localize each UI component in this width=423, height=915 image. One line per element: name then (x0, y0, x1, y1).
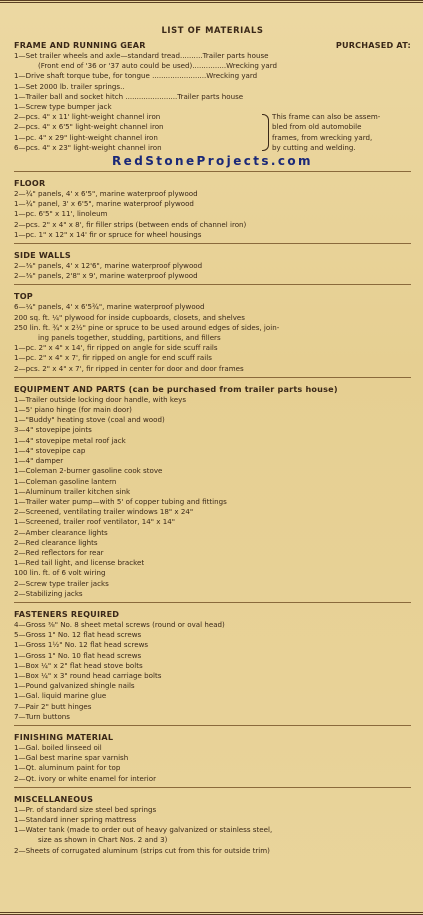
list-item: 2—Red clearance lights (14, 537, 98, 547)
section (14, 250, 411, 281)
channel-iron-list (14, 112, 262, 153)
list-item: 1—Pound galvanized shingle nails (14, 681, 135, 691)
list-item: 2—Qt. ivory or white enamel for interior (14, 773, 157, 783)
list-item: 100 lin. ft. of 6 volt wiring (14, 568, 106, 578)
section-heading: SIDE WALLS (14, 250, 71, 261)
list-item: 2—pcs. 2" x 4" x 8', fir filler strips (between ends of channel iron) (14, 219, 247, 229)
list-item: 1—Trailer outside locking door handle, with keys (14, 394, 187, 404)
list-item: 2—Red reflectors for rear (14, 547, 104, 557)
list-item: 1—pc. 6'5" x 11', linoleum (14, 209, 108, 219)
section (14, 732, 411, 784)
list-item: 1—"Buddy" heating stove (coal and wood) (14, 415, 165, 425)
list-item: 2—Screened, ventilating trailer windows 18" x 24" (14, 507, 194, 517)
list-item: 200 sq. ft. ¼" plywood for inside cupboards, closets, and shelves (14, 312, 245, 322)
list-item: 1—Gal best marine spar varnish (14, 753, 129, 763)
list-item: 1—Trailer ball and socket hitch .......................Trailer parts house (14, 91, 244, 101)
list-item: 2—pcs. 2" x 4" x 7', fir ripped in center for door and door frames (14, 363, 244, 373)
list-item: 1—Coleman 2-burner gasoline cook stove (14, 466, 163, 476)
purchased-heading: PURCHASED AT: (335, 40, 411, 50)
list-item: 1—Drive shaft torque tube, for tongue ........................Wrecking yard (14, 71, 258, 81)
list-item: 1—4" damper (14, 456, 64, 466)
section-heading: FLOOR (14, 178, 46, 189)
frame-note (272, 112, 411, 153)
watermark: RedStoneProjects.com (112, 154, 313, 169)
list-item: 1—Set trailer wheels and axle—standard tread..........Trailer parts house (14, 51, 269, 60)
section-heading: TOP (14, 291, 33, 302)
section-heading: EQUIPMENT AND PARTS (can be purchased from trailer parts house) (14, 383, 338, 394)
list-item: 4—Gross ⅜" No. 8 sheet metal screws (round or oval head) (14, 619, 225, 629)
list-item: 3—4" stovepipe joints (14, 425, 92, 435)
list-item: 1—pc. 2" x 4" x 14', fir ripped on angle for side scuff rails (14, 343, 218, 353)
list-item: 1—Gal. boiled linseed oil (14, 742, 102, 752)
section-heading: FINISHING MATERIAL (14, 731, 114, 742)
page-title: LIST OF MATERIALS (161, 25, 264, 35)
channel-iron-block (14, 112, 411, 153)
list-item: 1—Trailer water pump—with 5' of copper tubing and fittings (14, 496, 227, 506)
section (14, 178, 411, 240)
section (14, 609, 411, 722)
section-heading: MISCELLANEOUS (14, 793, 94, 804)
list-item: 2—pcs. 4" x 11' light-weight channel iron (14, 112, 161, 122)
list-item: 1—Screw type bumper jack (14, 102, 112, 112)
list-item: (Front end of '36 or '37 auto could be used)...............Wrecking yard (38, 61, 277, 71)
list-item: 2—¾" panels, 4' x 6'5", marine waterproof plywood (14, 189, 198, 199)
list-item: bled from old automobile (272, 122, 362, 132)
list-item: 2—Screw type trailer jacks (14, 578, 109, 588)
divider (14, 602, 411, 603)
list-item: 1—Gross 1" No. 10 flat head screws (14, 650, 142, 660)
brace-mark (262, 114, 269, 151)
list-item: 1—4" stovepipe cap (14, 445, 86, 455)
list-item: 1—Coleman gasoline lantern (14, 476, 117, 486)
list-item: 2—Amber clearance lights (14, 527, 108, 537)
list-item: This frame can also be assem- (272, 112, 381, 122)
list-item: 1—Aluminum trailer kitchen sink (14, 486, 131, 496)
list-item: 250 lin. ft. ¾" x 2½" pine or spruce to be used around edges of sides, join- (14, 322, 280, 332)
list-item: 1—pc. 1" x 12" x 14' fir or spruce for wheel housings (14, 229, 202, 239)
list-item: 1—Standard inner spring mattress (14, 814, 137, 824)
list-item: 7—Pair 2" butt hinges (14, 701, 92, 711)
list-item: 1—4" stovepipe metal roof jack (14, 435, 126, 445)
list-item: 6—pcs. 4" x 23" light-weight channel iron (14, 142, 162, 152)
list-item: 1—Set 2000 lb. trailer springs.. (14, 81, 125, 91)
section-heading: FASTENERS REQUIRED (14, 608, 120, 619)
divider (14, 787, 411, 788)
list-item: 1—Screened, trailer roof ventilator, 14" x 14" (14, 517, 176, 527)
list-item: 1—Box ¼" x 3" round head carriage bolts (14, 670, 162, 680)
list-item: size as shown in Chart Nos. 2 and 3) (38, 835, 168, 845)
divider (14, 243, 411, 244)
list-item: 1—pc. 4" x 29" light-weight channel iron (14, 132, 158, 142)
list-item: 1—pc. 2" x 4" x 7', fir ripped on angle for end scuff rails (14, 353, 212, 363)
list-item: 1—Box ¼" x 2" flat head stove bolts (14, 660, 143, 670)
list-item: 1—¾" panel, 3' x 6'5", marine waterproof plywood (14, 199, 194, 209)
list-item: 1—Pr. of standard size steel bed springs (14, 804, 157, 814)
list-item: by cutting and welding. (272, 142, 356, 152)
list-item: 2—⅜" panels, 4' x 12'6", marine waterproof plywood (14, 261, 203, 271)
list-item: 2—Stabilizing jacks (14, 588, 83, 598)
frame-heading: FRAME AND RUNNING GEAR (14, 40, 146, 50)
section (14, 794, 411, 856)
list-item: 2—⅜" panels, 2'8" x 9', marine waterproof plywood (14, 271, 198, 281)
list-item: 1—5' piano hinge (for main door) (14, 405, 132, 415)
list-item: 1—Gal. liquid marine glue (14, 691, 107, 701)
section (14, 291, 411, 373)
divider (14, 377, 411, 378)
list-item: ing panels together, studding, partitions, and fillers (38, 333, 221, 343)
section (14, 384, 411, 599)
list-item: 5—Gross 1" No. 12 flat head screws (14, 630, 142, 640)
sections (14, 178, 411, 856)
frame-lines (14, 51, 411, 112)
list-item: 7—Turn buttons (14, 711, 70, 721)
list-item: 2—pcs. 4" x 6'5" light-weight channel iron (14, 122, 164, 132)
frame-heading-row (14, 40, 411, 50)
list-item: 1—Red tail light, and license bracket (14, 558, 145, 568)
list-item: 1—Water tank (made to order out of heavy galvanized or stainless steel, (14, 825, 273, 835)
divider (14, 284, 411, 285)
list-item: 1—Gross 1½" No. 12 flat head screws (14, 640, 149, 650)
list-item: frames, from wrecking yard, (272, 132, 373, 142)
list-item: 6—¼" panels, 4' x 6'5¾", marine waterproof plywood (14, 302, 205, 312)
divider (14, 171, 411, 172)
list-item: 2—Sheets of corrugated aluminum (strips cut from this for outside trim) (14, 845, 270, 855)
divider (14, 725, 411, 726)
list-item: 1—Qt. aluminum paint for top (14, 763, 121, 773)
